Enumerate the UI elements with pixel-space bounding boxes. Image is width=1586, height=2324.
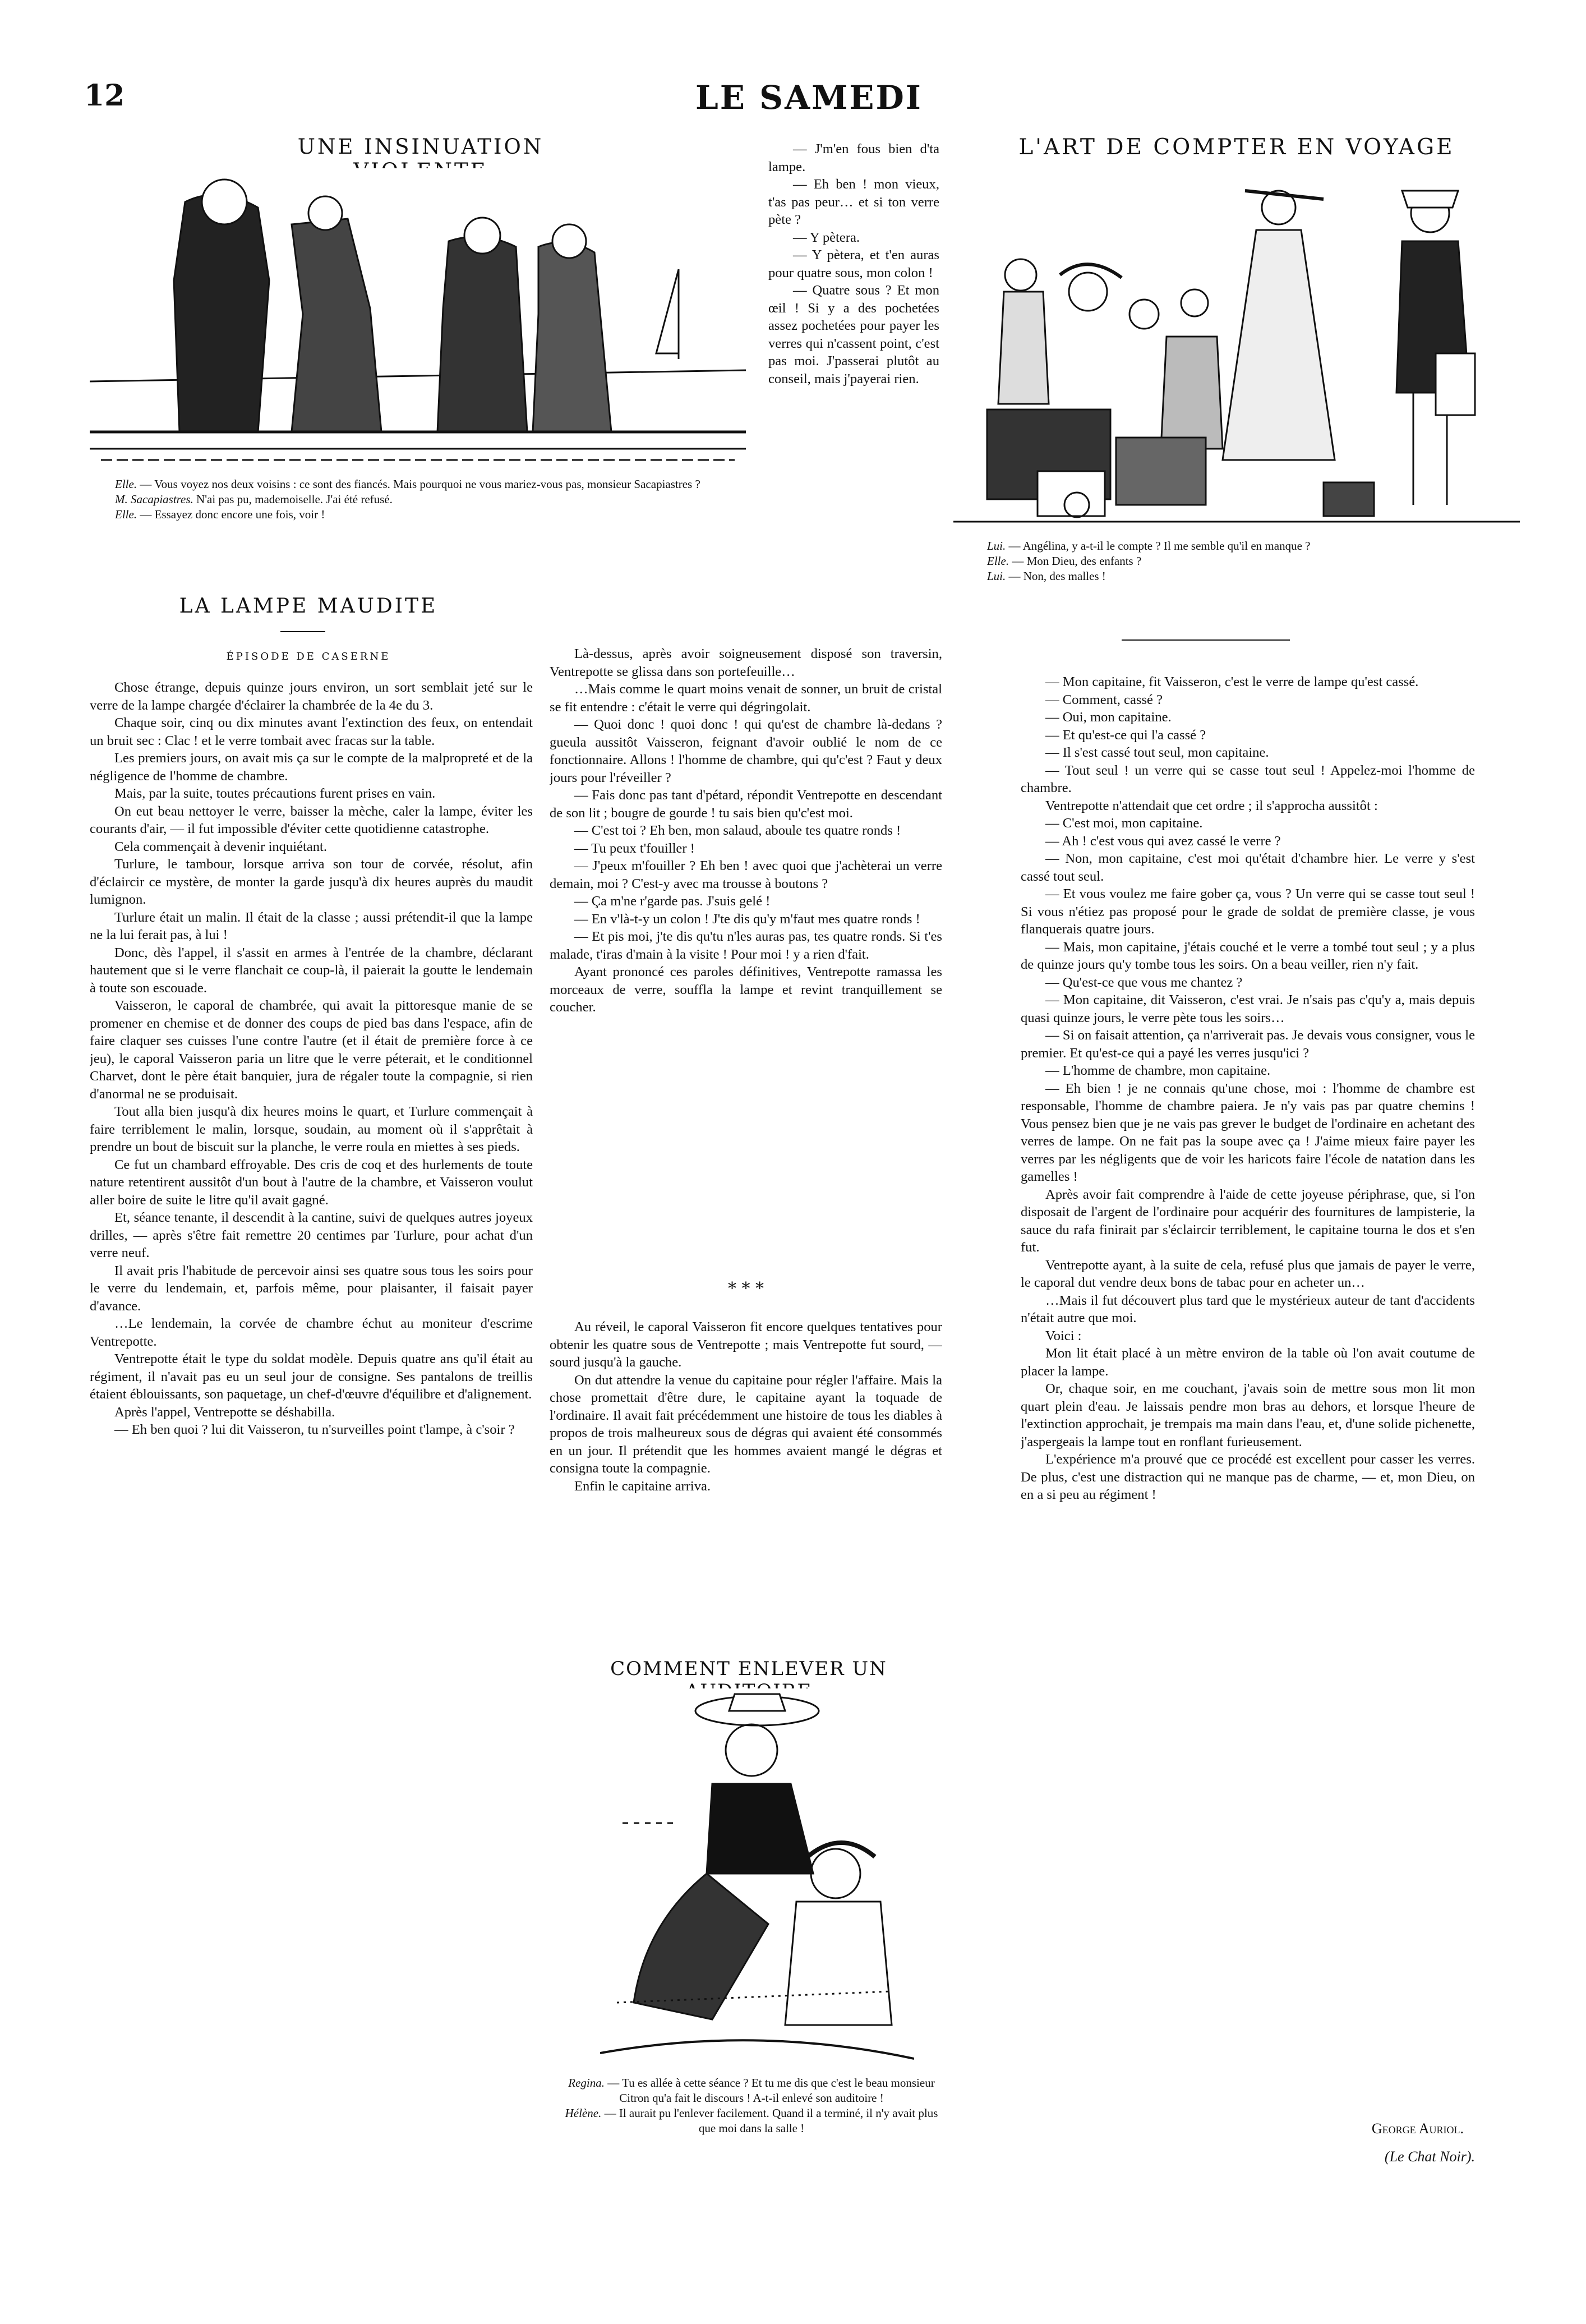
paragraph: — C'est toi ? Eh ben, mon salaud, aboule tes quatre ronds !	[574, 823, 901, 838]
caption-text: N'ai pas pu, mademoiselle. J'ai été refusé.	[196, 493, 393, 506]
paragraph: Donc, dès l'appel, il s'assit en armes à l'entrée de la chambre, déclarant hautement que si le verre flanchait ce coup-là, il paierait la goutte le lendemain à toute son escouade.	[90, 945, 533, 996]
story-title: LA LAMPE MAUDITE	[179, 595, 438, 618]
story-subtitle: ÉPISODE DE CASERNE	[226, 651, 391, 662]
paragraph: Et, séance tenante, il descendit à la cantine, suivi de quelques autres joyeux drilles, — après s'être fait remettre 20 centimes par Turlure, pour achat d'un verre neuf.	[90, 1210, 533, 1260]
caption-text: Tu es allée à cette séance ? Et tu me dis que c'est le beau monsieur Citron qu'a fait le discours ! A-t-il enlevé son auditoire !	[619, 2076, 935, 2105]
two-women-drawing	[600, 1688, 914, 2070]
caption-line: Lui. — Angélina, y a-t-il le compte ? Il me semble qu'il en manque ?	[987, 539, 1311, 553]
source-credit: (Le Chat Noir).	[1384, 2148, 1475, 2165]
caption-line: Hélène. — Il aurait pu l'enlever facilement. Quand il a terminé, il n'y avait plus que moi dans la salle !	[565, 2106, 938, 2135]
story-column-2-top	[768, 140, 939, 634]
speaker: Elle.	[987, 554, 1009, 568]
paragraph: — L'homme de chambre, mon capitaine.	[1045, 1063, 1271, 1078]
paragraph: Turlure, le tambour, lorsque arriva son tour de corvée, résolut, afin d'éclaircir ce mystère, de monter la garde jusqu'à dix heures auprès du maudit lumignon.	[90, 857, 533, 907]
paragraph: — Quoi donc ! quoi donc ! qui qu'est de chambre là-dedans ? gueula aussitôt Vaisseron, feignant d'avoir oublié le nom de ce fonctionnaire. Allons ! l'homme de chambre, qui qu'c'est ? Faut y deux jours pour l'réveiller ?	[550, 717, 942, 785]
story-column-1	[90, 679, 533, 2182]
paragraph: On eut beau nettoyer le verre, baisser la mèche, caler la lampe, éviter les courants d'air, — il fut impossible d'éviter cette quotidienne catastrophe.	[90, 803, 533, 836]
paragraph: Tout alla bien jusqu'à dix heures moins le quart, et Turlure commençait à faire terriblement le malin, lorsque, soudain, au moment où il s'apprêtait à prendre un bout de biscuit sur la planche, le verre roula en miettes à ses pieds.	[90, 1104, 533, 1154]
paragraph: — Y pètera, et t'en auras pour quatre sous, mon colon !	[768, 247, 939, 280]
caption-line: Elle. — Mon Dieu, des enfants ?	[987, 554, 1142, 568]
cartoon1-caption	[115, 477, 743, 522]
cartoon1-title: UNE INSINUATION	[297, 135, 544, 159]
speaker: Regina.	[568, 2076, 605, 2090]
paragraph: — C'est moi, mon capitaine.	[1045, 816, 1203, 831]
paragraph: Or, chaque soir, en me couchant, j'avais soin de mettre sous mon lit mon quart plein d'eau. Je laissais pendre mon bras au dehors, et lorsque l'heure de l'extinction approchait, je trempais ma main dans l'eau, et, d'une solide pichenette, j'aspergeais la lampe tout en ronflant furieusement.	[1021, 1381, 1475, 1449]
paragraph: Turlure était un malin. Il était de la classe ; aussi prétendit-il que la lampe ne la lui ferait pas, à lui !	[90, 909, 533, 942]
paragraph: Après l'appel, Ventrepotte se déshabilla.	[114, 1404, 335, 1420]
paragraph: Il avait pris l'habitude de percevoir ainsi ses quatre sous tous les soirs pour le verre du lendemain, et, parfois même, pour plaisanter, il faisait payer d'avance.	[90, 1263, 533, 1314]
paragraph: — Mon capitaine, dit Vaisseron, c'est vrai. Je n'sais pas c'qu'y a, mais depuis quasi quinze jours, le verre pète tous les soirs…	[1021, 992, 1475, 1025]
paragraph: Ayant prononcé ces paroles définitives, Ventrepotte ramassa les morceaux de verre, souffla la lampe et revint tranquillement se coucher.	[550, 964, 942, 1015]
paragraph: — Et qu'est-ce qui l'a cassé ?	[1045, 727, 1206, 743]
paragraph: Voici :	[1045, 1328, 1082, 1343]
story-column-3	[1021, 673, 1475, 2087]
travel-family-drawing	[953, 168, 1520, 527]
paragraph: Mais, par la suite, toutes précautions furent prises en vain.	[114, 786, 436, 801]
paragraph: …Le lendemain, la corvée de chambre échut au moniteur d'escrime Ventrepotte.	[90, 1316, 533, 1349]
paragraph: Enfin le capitaine arriva.	[574, 1478, 711, 1494]
cartoon3-title: COMMENT ENLEVER UN	[610, 1658, 887, 1680]
paragraph: — Oui, mon capitaine.	[1045, 710, 1172, 725]
paragraph: — Fais donc pas tant d'pétard, répondit Ventrepotte en descendant de son lit ; bougre de gourde ! tu sais bien qu'c'est moi.	[550, 788, 942, 821]
paragraph: Vaisseron, le caporal de chambrée, qui avait la pittoresque manie de se promener en chemise et de donner des coups de pied bas dans l'espace, afin de faire claquer ses cuisses l'une contre l'autre (et il était de première force à ce jeu), le caporal Vaisseron paria un litre que le verre péterait, et le conditionnel Charvet, dont le père était banquier, jura de régaler toute la compagnie, si rien d'anormal ne se produisait.	[90, 998, 533, 1102]
caption-line: Elle. — Essayez donc encore une fois, voir !	[115, 508, 325, 521]
paragraph: — En v'là-t-y un colon ! J'te dis qu'y m'faut mes quatre ronds !	[574, 911, 920, 927]
paragraph: — Tu peux t'fouiller !	[574, 840, 695, 856]
story-column-2-middle	[550, 645, 942, 1262]
paragraph: Ventrepotte n'attendait que cet ordre ; il s'approcha aussitôt :	[1045, 798, 1378, 813]
paragraph: — Ça m'ne r'garde pas. J'suis gelé !	[574, 894, 771, 909]
sailboat-scene-drawing	[90, 168, 746, 471]
cartoon2-caption	[987, 539, 1492, 584]
cartoon3-caption	[561, 2076, 942, 2136]
paragraph: — Y pètera.	[793, 229, 860, 245]
paragraph: Les premiers jours, on avait mis ça sur le compte de la malpropreté et de la négligence de l'homme de chambre.	[90, 751, 533, 784]
cartoon1-illustration	[90, 168, 746, 471]
page-number: 12	[84, 79, 125, 113]
caption-line: Regina. — Tu es allée à cette séance ? Et tu me dis que c'est le beau monsieur Citron qu'a fait le discours ! A-t-il enlevé son auditoire !	[568, 2076, 935, 2105]
caption-line	[115, 492, 743, 507]
speaker: M. Sacapiastres.	[115, 493, 193, 506]
paragraph: Ce fut un chambard effroyable. Des cris de coq et des hurlements de toute nature retentirent aussitôt d'un bout à l'autre de la chambre, et Vaisseron voulut aller boire de suite le litre qu'il avait gagné.	[90, 1157, 533, 1208]
paragraph: — Il s'est cassé tout seul, mon capitaine.	[1045, 745, 1269, 760]
paragraph: — J'peux m'fouiller ? Eh ben ! avec quoi que j'achèterai un verre demain, moi ? C'est-y avec ma trousse à boutons ?	[550, 858, 942, 891]
paragraph: — Quatre sous ? Et mon œil ! Si y a des pochetées assez pochetées pour payer les verres qui n'cassent point, c'est pas moi. J'passerai plutôt au conseil, mais j'payerai rien.	[768, 283, 939, 386]
paragraph: Là-dessus, après avoir soigneusement disposé son traversin, Ventrepotte se glissa dans son portefeuille…	[550, 646, 942, 679]
author-signature: George Auriol.	[1371, 2120, 1464, 2137]
paragraph: — Et pis moi, j'te dis qu'tu n'les auras pas, tes quatre ronds. Si t'es malade, t'iras d'main à la visite ! Pour moi ! y a rien d'fait.	[550, 929, 942, 962]
paragraph: — J'm'en fous bien d'ta lampe.	[768, 141, 939, 174]
paragraph: Mon lit était placé à un mètre environ de la table où l'on avait coutume de placer la lampe.	[1021, 1346, 1475, 1379]
speaker: Hélène.	[565, 2106, 602, 2120]
paragraph: Cela commençait à devenir inquiétant.	[114, 839, 328, 854]
paragraph: On dut attendre la venue du capitaine pour régler l'affaire. Mais la chose promettait d'être dure, le capitaine ayant la toquade de l'ordinaire. Il avait fait précédemment une histoire de tous les diables à propos de trois malheureux sous de dégras qui avaient été consommés en un jour. Il prétendit que les hommes avaient mangé le dégras et consigna toute la compagnie.	[550, 1372, 942, 1476]
paragraph: …Mais il fut découvert plus tard que le mystérieux auteur de tant d'accidents n'était autre que moi.	[1021, 1292, 1475, 1326]
paragraph: L'expérience m'a prouvé que ce procédé est excellent pour casser les verres. De plus, c'est une distraction qui ne manque pas de charme, — et, mon Dieu, on en a si peu au régiment !	[1021, 1452, 1475, 1502]
paragraph: Ventrepotte ayant, à la suite de cela, refusé plus que jamais de payer le verre, le caporal dut vendre deux bons de tabac pour en acheter un…	[1021, 1257, 1475, 1290]
section-separator: * * *	[727, 1279, 764, 1299]
paragraph: — Eh bien ! je ne connais qu'une chose, moi : l'homme de chambre est responsable, l'homme de chambre paiera. Je n'y vais pas par quatre chemins ! Vous pensez bien que je ne vais pas grever le budget de l'ordinaire en achetant des verres de lampe. On ne fait pas la soupe avec ça ! J'aime mieux faire payer les verres par les négligents que de voir les haricots faire l'école de natation dans les gamelles !	[1021, 1080, 1475, 1184]
paragraph: Chose étrange, depuis quinze jours environ, un sort semblait jeté sur le verre de la lampe chargée d'éclairer la chambrée de la 4e du 3.	[90, 680, 533, 713]
paragraph: Au réveil, le caporal Vaisseron fit encore quelques tentatives pour obtenir les quatre sous de Ventrepotte ; mais Ventrepotte fut sourd, — sourd jusqu'à la gauche.	[550, 1319, 942, 1370]
paragraph: — Tout seul ! un verre qui se casse tout seul ! Appelez-moi l'homme de chambre.	[1021, 762, 1475, 795]
paragraph: — Mais, mon capitaine, j'étais couché et le verre a tombé tout seul ; y a plus de quinze jours qu'y tombe tous les soirs. On a beau veiller, rien n'y fait.	[1021, 939, 1475, 972]
paragraph: Chaque soir, cinq ou dix minutes avant l'extinction des feux, on entendait un bruit sec : Clac ! et le verre tombait avec fracas sur la table.	[90, 715, 533, 748]
paragraph: — Mon capitaine, fit Vaisseron, c'est le verre de lampe qu'est cassé.	[1045, 674, 1419, 689]
caption-text: Il aurait pu l'enlever facilement. Quand il a terminé, il n'y avait plus que moi dans la salle !	[619, 2106, 938, 2135]
cartoon3-illustration	[600, 1688, 914, 2070]
paragraph: — Comment, cassé ?	[1045, 692, 1163, 707]
paragraph: Après avoir fait comprendre à l'aide de cette joyeuse périphrase, que, si l'on disposait de l'argent de l'ordinaire pour acquérir des fournitures de lampisterie, la sauce du rafa finirait par s'éclaircir terriblement, le capitaine tourna le dos et s'en fut.	[1021, 1186, 1475, 1255]
caption-text: Angélina, y a-t-il le compte ? Il me semble qu'il en manque ?	[1022, 539, 1311, 553]
speaker: Elle.	[115, 477, 137, 491]
caption-line: Elle. — Vous voyez nos deux voisins : ce sont des fiancés. Mais pourquoi ne vous mariez-vous pas, monsieur Sacapiastres ?	[115, 477, 700, 491]
paragraph: — Ah ! c'est vous qui avez cassé le verre ?	[1045, 833, 1281, 849]
paragraph: — Eh ben quoi ? lui dit Vaisseron, tu n'surveilles point t'lampe, à c'soir ?	[114, 1422, 515, 1437]
paragraph: — Qu'est-ce que vous me chantez ?	[1045, 974, 1243, 990]
paragraph: — Eh ben ! mon vieux, t'as pas peur… et si ton verre pète ?	[768, 177, 939, 227]
cartoon2-illustration	[953, 168, 1520, 527]
paragraph: …Mais comme le quart moins venait de sonner, un bruit de cristal se fit entendre : c'était le verre qui dégringolait.	[550, 682, 942, 715]
speaker: Lui.	[987, 539, 1006, 553]
cartoon2-title: L'ART DE COMPTER EN VOYAGE	[1018, 135, 1455, 160]
paragraph: — Et vous voulez me faire gober ça, vous ? Un verre qui se casse tout seul ! Si vous n'étiez pas proposé pour le grade de soldat de première classe, je vous flanquerais quatre jours.	[1021, 886, 1475, 937]
speaker: Elle.	[115, 508, 137, 521]
divider	[1122, 639, 1290, 641]
caption-text: Mon Dieu, des enfants ?	[1026, 554, 1142, 568]
speaker: Lui.	[987, 569, 1006, 583]
caption-text: Essayez donc encore une fois, voir !	[154, 508, 325, 521]
divider	[280, 631, 325, 632]
caption-text: Non, des malles !	[1023, 569, 1106, 583]
paragraph: Ventrepotte était le type du soldat modèle. Depuis quatre ans qu'il était au régiment, il n'avait pas eu un seul jour de consigne. Ses pantalons de treillis étaient éblouissants, son paquetage, un chef-d'œuvre d'équilibre et d'alignement.	[90, 1351, 533, 1402]
paragraph: — Non, mon capitaine, c'est moi qu'était d'chambre hier. Le verre y s'est cassé tout seul.	[1021, 851, 1475, 884]
caption-line: Lui. — Non, des malles !	[987, 569, 1106, 583]
paragraph: — Si on faisait attention, ça n'arriverait pas. Je devais vous consigner, vous le premier. Et qu'est-ce qui a payé les verres jusqu'ici ?	[1021, 1028, 1475, 1061]
masthead: LE SAMEDI	[695, 79, 923, 117]
story-column-2-bottom	[550, 1318, 942, 1610]
caption-text: Vous voyez nos deux voisins : ce sont des fiancés. Mais pourquoi ne vous mariez-vous pas, monsieur Sacapiastres ?	[154, 477, 700, 491]
